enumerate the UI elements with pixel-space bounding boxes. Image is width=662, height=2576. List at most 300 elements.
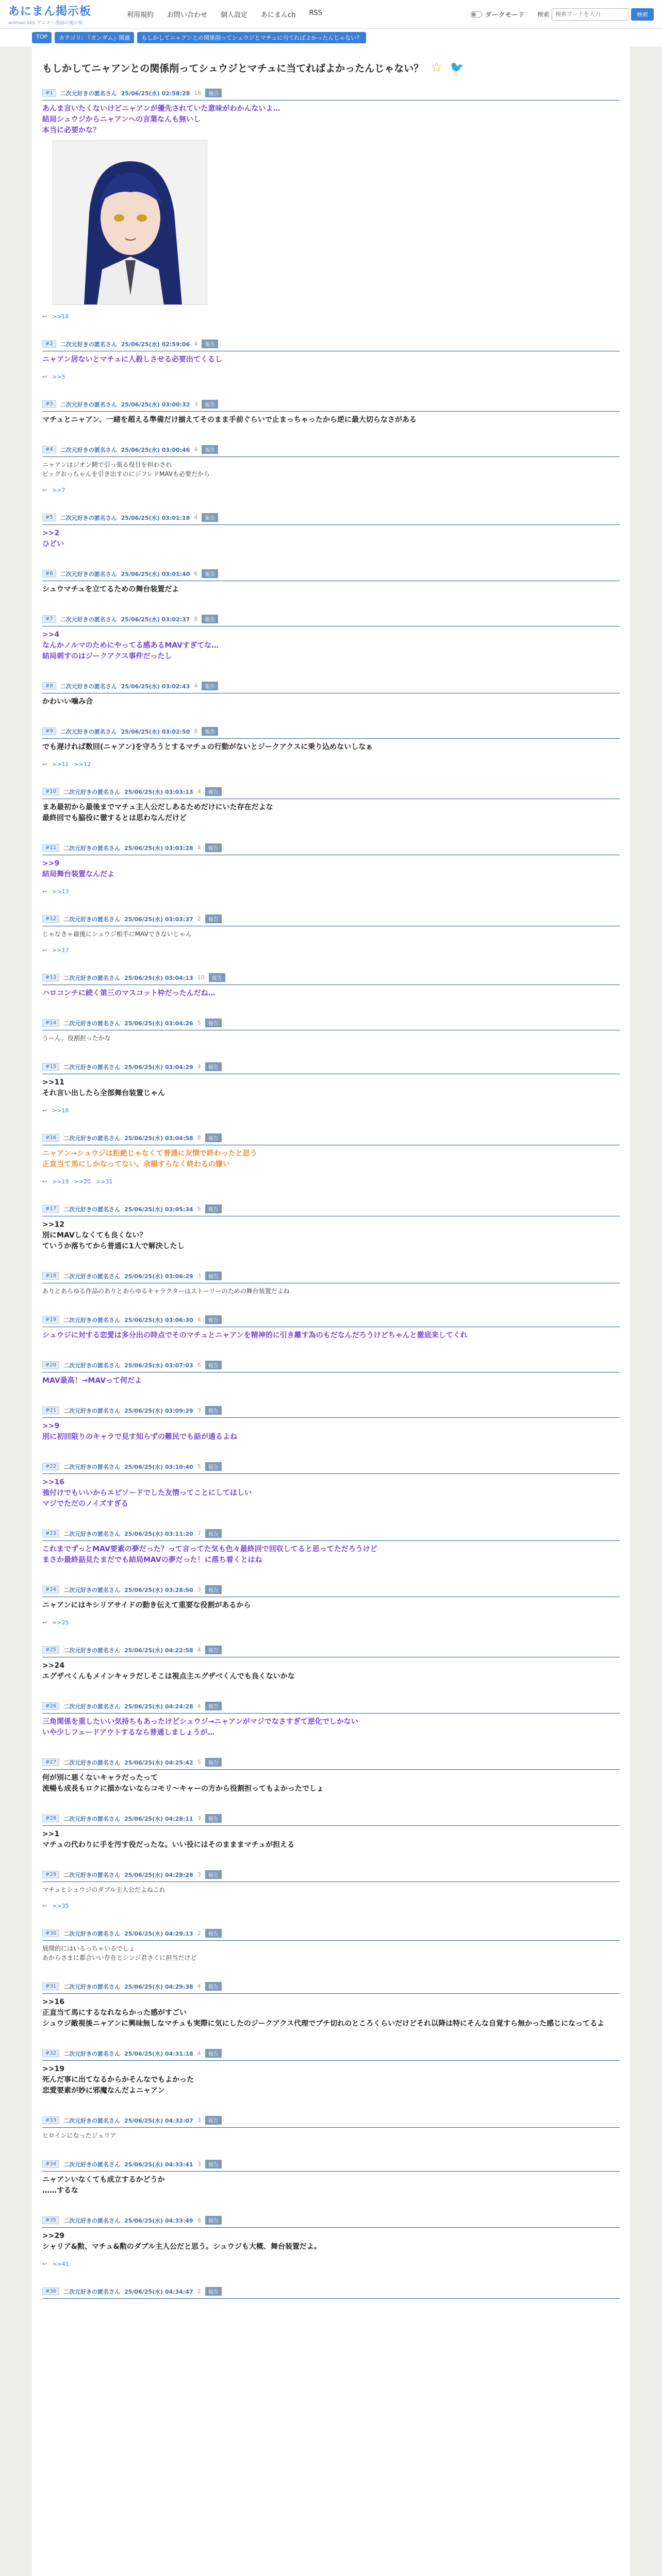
post-body-line: >>19 — [42, 2065, 64, 2073]
post-number[interactable]: #10 — [42, 788, 59, 795]
post-header — [42, 445, 620, 454]
like-count[interactable]: 2 — [197, 1930, 201, 1937]
report-button[interactable]: 報告 — [205, 1646, 222, 1654]
post-header — [42, 843, 620, 852]
reply-link[interactable]: >>35 — [52, 1903, 69, 1909]
list-item — [42, 1357, 620, 1402]
reply-icon: ↩ — [42, 761, 47, 768]
list-item — [42, 335, 620, 396]
post-author: 二次元好きの匿名さん — [60, 341, 117, 348]
like-count[interactable]: 3 — [197, 2161, 201, 2167]
like-count[interactable]: 4 — [197, 1983, 201, 1990]
like-count[interactable]: 4 — [197, 2050, 201, 2057]
post-date: 25/06/25(水) 04:28:11 — [124, 1815, 193, 1822]
post-header — [42, 400, 620, 409]
post-header — [42, 2287, 620, 2296]
post-number[interactable]: #35 — [42, 2216, 59, 2224]
post-body-line: あからさまに都合いい存在とシンジ君さくに担当だけど — [42, 1954, 197, 1961]
post-date: 25/06/25(水) 03:01:18 — [121, 514, 190, 521]
toggle-switch-icon — [471, 11, 482, 18]
post-number[interactable]: #11 — [42, 844, 59, 852]
reply-links — [42, 947, 620, 954]
post-date: 25/06/25(水) 04:31:18 — [124, 2050, 193, 2057]
post-date: 25/06/25(水) 04:28:28 — [124, 1871, 193, 1878]
post-date: 25/06/25(水) 04:29:13 — [124, 1930, 193, 1937]
list-item — [42, 1458, 620, 1525]
post-author: 二次元好きの匿名さん — [63, 1273, 121, 1280]
post-body-line: 結局シュウジからニャアンへの言葉なんも無いし — [42, 115, 201, 124]
breadcrumb-top[interactable]: TOP — [32, 32, 52, 43]
reply-icon: ↩ — [42, 313, 47, 320]
like-count[interactable]: 5 — [197, 1206, 201, 1212]
like-count[interactable]: 6 — [197, 1362, 201, 1368]
reply-link[interactable]: >>12 — [74, 761, 91, 768]
list-item — [42, 565, 620, 611]
report-button[interactable]: 報告 — [205, 787, 222, 796]
reply-links — [42, 761, 620, 768]
post-author: 二次元好きの匿名さん — [63, 1407, 121, 1414]
post-number[interactable]: #33 — [42, 2116, 59, 2124]
post-body-line: ヒロインになったジュリア — [42, 2132, 117, 2139]
post-body-line: シュウジ敵視後ニャアンに興味無しなマチュも実際に気にしたのジークアクス代理でプチ切れのところくらいだけどそれ以降は特にそんな自覚すら無かった感じになってるよ — [42, 2020, 605, 2028]
report-button[interactable]: 報告 — [205, 1870, 222, 1879]
post-header — [42, 1315, 620, 1324]
reply-link[interactable]: >>17 — [52, 947, 69, 954]
post-body-line: >>29 — [42, 2232, 64, 2240]
post-body-line: >>2 — [42, 529, 60, 537]
like-count[interactable]: 8 — [197, 1134, 201, 1141]
report-button[interactable]: 報告 — [205, 1019, 222, 1027]
like-count[interactable]: 3 — [197, 1407, 201, 1414]
post-body-line: エグザベくんもメインキャラだしそこは視点主エグザベくんでも良くないかな — [42, 1672, 295, 1681]
post-number[interactable]: #22 — [42, 1463, 59, 1470]
post-number[interactable]: #15 — [42, 1063, 59, 1071]
reply-icon: ↩ — [42, 487, 47, 494]
top-bar — [0, 0, 662, 29]
post-number[interactable]: #13 — [42, 974, 59, 981]
post-divider — [42, 1473, 620, 1474]
search-area — [537, 8, 654, 21]
like-count[interactable]: 7 — [197, 1530, 201, 1537]
reply-link[interactable]: >>11 — [52, 761, 69, 768]
breadcrumb — [0, 29, 662, 46]
report-button[interactable]: 報告 — [205, 89, 222, 97]
dark-mode-toggle[interactable] — [471, 9, 525, 19]
post-date: 25/06/25(水) 03:05:34 — [124, 1206, 193, 1213]
post-date: 25/06/25(水) 04:22:58 — [124, 1647, 193, 1654]
post-date: 25/06/25(水) 04:32:07 — [124, 2117, 193, 2124]
post-body-line: いや少しフェードアウトするなら普通しましょうが… — [42, 1728, 215, 1737]
post-number[interactable]: #21 — [42, 1406, 59, 1414]
like-count[interactable]: 3 — [197, 1586, 201, 1593]
report-button[interactable]: 報告 — [205, 843, 222, 852]
report-button[interactable]: 報告 — [209, 973, 225, 982]
nav-settings[interactable]: 個人設定 — [221, 11, 248, 19]
like-count[interactable]: 6 — [194, 570, 198, 577]
post-header — [42, 1929, 620, 1938]
thread-container — [32, 46, 630, 2576]
post-date: 25/06/25(水) 03:28:50 — [124, 1586, 193, 1594]
report-button[interactable]: 報告 — [202, 727, 218, 736]
post-number[interactable]: #4 — [42, 446, 56, 453]
post-body-line: MAV最高！→MAVって何だよ — [42, 1377, 142, 1385]
post-divider — [42, 1769, 620, 1770]
post-number[interactable]: #1 — [42, 89, 56, 97]
post-number[interactable]: #14 — [42, 1019, 59, 1027]
list-item — [42, 1925, 620, 1978]
post-list — [42, 84, 620, 2317]
reply-link[interactable]: >>41 — [52, 2261, 69, 2267]
list-item — [42, 1014, 620, 1058]
post-body-line: ニャアンはジオン側で引っ張る役目を担わされ — [42, 461, 172, 468]
post-date: 25/06/25(水) 03:03:37 — [124, 916, 193, 923]
logo-text: あにまん掲示板 — [8, 5, 92, 18]
reply-link[interactable]: >>31 — [96, 1178, 113, 1185]
post-author: 二次元好きの匿名さん — [63, 1463, 121, 1470]
post-header — [42, 1272, 620, 1280]
like-count[interactable]: 10 — [197, 974, 205, 981]
post-body-line: 強付けでもいいからエピソードでした友情ってことにしてほしい — [42, 1489, 252, 1497]
report-button[interactable]: 報告 — [205, 1702, 222, 1710]
post-body-line: でも遅ければ数回(ニャアン)を守ろうとするマチュの行動がないとジークアクスに乗り込めないしなぁ — [42, 743, 373, 751]
post-author: 二次元好きの匿名さん — [63, 1063, 121, 1071]
post-author: 二次元好きの匿名さん — [63, 844, 121, 852]
logo-subtext: animan bbs アニメ・漫画の掲示板 — [8, 21, 84, 26]
reply-link[interactable]: >>16 — [52, 1107, 69, 1114]
reply-icon: ↩ — [42, 1903, 47, 1909]
post-body-line: ニャアン→シュウジは拒絶じゃなくて普通に友情で終わったと思う — [42, 1149, 257, 1158]
report-button[interactable]: 報告 — [202, 400, 218, 409]
like-count[interactable]: 4 — [197, 1316, 201, 1323]
post-body-line: >>9 — [42, 859, 60, 868]
reply-icon: ↩ — [42, 1619, 47, 1626]
like-count[interactable]: 3 — [197, 1815, 201, 1822]
report-button[interactable]: 報告 — [205, 1462, 222, 1471]
post-number[interactable]: #18 — [42, 1272, 59, 1280]
search-button[interactable]: 検索 — [631, 8, 654, 21]
post-author: 二次元好きの匿名さん — [63, 1134, 121, 1142]
report-button[interactable]: 報告 — [205, 1406, 222, 1415]
post-body-line: 別にMAVしなくても良くない？ — [42, 1231, 147, 1240]
post-body-line: >>16 — [42, 1478, 64, 1486]
post-body-line: ハロコンチに続く第三のマスコット枠だったんだね… — [42, 989, 216, 997]
reply-links — [42, 1903, 620, 1909]
post-date: 25/06/25(水) 03:00:46 — [121, 446, 190, 453]
post-body-line: 別に初回限りのキャラで見す知らずの難民でも話が通るよね — [42, 1433, 237, 1441]
top-nav — [127, 9, 471, 19]
list-item — [42, 1641, 620, 1698]
reply-icon: ↩ — [42, 947, 47, 954]
report-button[interactable]: 報告 — [205, 2287, 222, 2296]
post-author: 二次元好きの匿名さん — [63, 2217, 121, 2224]
like-count[interactable]: 16 — [194, 90, 202, 96]
post-header — [42, 1133, 620, 1142]
list-item — [42, 2045, 620, 2112]
like-count[interactable]: 5 — [197, 1463, 201, 1470]
post-number[interactable]: #28 — [42, 1815, 59, 1822]
report-button[interactable]: 報告 — [205, 1133, 222, 1142]
post-number[interactable]: #19 — [42, 1316, 59, 1324]
reply-link[interactable]: >>18 — [52, 313, 69, 320]
post-date: 25/06/25(水) 03:02:37 — [121, 616, 190, 623]
reply-link[interactable]: >>5 — [52, 374, 65, 380]
post-body-line: これまでずっとMAV要素の夢だった？って言ってた気も色々最終回で回収してると思ってただろうけど — [42, 1545, 377, 1553]
post-date: 25/06/25(水) 02:59:06 — [121, 341, 190, 348]
post-number[interactable]: #9 — [42, 727, 56, 735]
reply-icon: ↩ — [42, 374, 47, 380]
like-count[interactable]: 3 — [197, 1273, 201, 1279]
report-button[interactable]: 報告 — [205, 2116, 222, 2125]
post-body-line: 本当に必要かな？ — [42, 126, 100, 134]
like-count[interactable]: 5 — [197, 1020, 201, 1026]
post-date: 25/06/25(水) 03:06:30 — [124, 1316, 193, 1324]
post-author: 二次元好きの匿名さん — [63, 2050, 121, 2057]
post-header — [42, 615, 620, 623]
post-number[interactable]: #36 — [42, 2287, 59, 2295]
report-button[interactable]: 報告 — [205, 1929, 222, 1938]
post-header — [42, 340, 620, 348]
like-count[interactable]: 5 — [197, 1759, 201, 1766]
like-count[interactable]: 2 — [197, 916, 201, 922]
post-body-line: ありとあらゆる作品のありとあらゆるキャラクターはストーリーのための舞台装置だよね — [42, 1287, 290, 1295]
post-number[interactable]: #2 — [42, 340, 56, 348]
nav-contact[interactable]: お問い合わせ — [167, 11, 208, 19]
report-button[interactable]: 報告 — [205, 1814, 222, 1823]
post-date: 25/06/25(水) 03:09:29 — [124, 1407, 193, 1414]
post-body-line: ひどい — [42, 540, 64, 548]
post-body-line: 恋愛要素が妙に邪魔なんだよニャアン — [42, 2087, 165, 2095]
post-header — [42, 1814, 620, 1823]
report-button[interactable]: 報告 — [205, 1982, 222, 1991]
like-count[interactable]: 4 — [197, 1063, 201, 1070]
like-count[interactable]: 4 — [197, 1647, 201, 1653]
post-date: 25/06/25(水) 03:04:58 — [124, 1134, 193, 1142]
reply-icon: ↩ — [42, 1178, 47, 1185]
post-number[interactable]: #23 — [42, 1530, 59, 1537]
like-count[interactable]: 4 — [194, 683, 198, 689]
list-item — [42, 396, 620, 441]
post-date: 25/06/25(水) 03:04:13 — [124, 974, 193, 981]
post-number[interactable]: #29 — [42, 1871, 59, 1878]
post-author: 二次元好きの匿名さん — [60, 616, 117, 623]
post-date: 25/06/25(水) 04:34:47 — [124, 2288, 193, 2295]
post-author: 二次元好きの匿名さん — [60, 514, 117, 521]
like-count[interactable]: 8 — [194, 616, 198, 622]
post-header — [42, 1529, 620, 1538]
post-number[interactable]: #7 — [42, 615, 56, 623]
post-body-line: ニャアンいなくても成立するかどうか — [42, 2176, 165, 2184]
post-date: 25/06/25(水) 04:33:41 — [124, 2161, 193, 2168]
post-number[interactable]: #8 — [42, 682, 56, 690]
reply-link[interactable]: >>20 — [74, 1178, 91, 1185]
post-body-line: 三角関係を重したいい気持ちもあったけどシュウジ→ニャアンがマジでなさすぎて逆化でしかない — [42, 1718, 358, 1726]
reply-link[interactable]: >>7 — [52, 487, 65, 494]
post-divider — [42, 1540, 620, 1541]
report-button[interactable]: 報告 — [205, 2216, 222, 2225]
post-header — [42, 2049, 620, 2058]
post-author: 二次元好きの匿名さん — [63, 1815, 121, 1822]
post-header — [42, 1062, 620, 1071]
report-button[interactable]: 報告 — [202, 615, 218, 623]
reply-icon: ↩ — [42, 2261, 47, 2267]
report-button[interactable]: 報告 — [202, 340, 218, 348]
favorite-star-icon[interactable]: ☆ — [431, 60, 443, 75]
report-button[interactable]: 報告 — [205, 1529, 222, 1538]
post-divider — [42, 2127, 620, 2128]
list-item — [42, 611, 620, 677]
post-body-line: 死んだ事に出てなるからかそんなでもよかった — [42, 2076, 194, 2084]
post-number[interactable]: #30 — [42, 1929, 59, 1937]
post-number[interactable]: #31 — [42, 1982, 59, 1990]
report-button[interactable]: 報告 — [202, 513, 218, 522]
post-number[interactable]: #20 — [42, 1361, 59, 1369]
post-body-line: 何が別に悪くないキャラだったって — [42, 1774, 158, 1782]
post-body-line: マチュとニャアン、一緒を超える準備だけ揃えてそのまま手前ぐらいで止まっちゃったから逆に最大切らなさがある — [42, 416, 417, 424]
report-button[interactable]: 報告 — [205, 1361, 222, 1369]
like-count[interactable]: 3 — [194, 401, 198, 408]
report-button[interactable]: 報告 — [205, 1205, 222, 1213]
post-body-line: ていうか落ちてから普通に1人で解決したし — [42, 1242, 185, 1250]
post-body-line: まさか最終話見たまだでも結局MAVの夢だった！に落ち着くとはね — [42, 1556, 262, 1564]
post-body-line: ……するな — [42, 2187, 78, 2195]
list-item — [42, 2156, 620, 2212]
list-item — [42, 910, 620, 969]
nav-terms[interactable]: 利用規約 — [127, 11, 154, 19]
list-item — [42, 2283, 620, 2317]
post-date: 25/06/25(水) 04:24:28 — [124, 1703, 193, 1710]
post-date: 25/06/25(水) 04:33:49 — [124, 2217, 193, 2224]
report-button[interactable]: 報告 — [205, 914, 222, 923]
list-item — [42, 783, 620, 839]
report-button[interactable]: 報告 — [202, 445, 218, 454]
post-body-line: かわいい噛み合 — [42, 698, 93, 706]
post-date: 25/06/25(水) 03:01:40 — [121, 570, 190, 578]
post-author: 二次元好きの匿名さん — [63, 1020, 121, 1027]
twitter-share-icon[interactable]: 🐦 — [450, 61, 465, 74]
post-header — [42, 1019, 620, 1027]
list-item — [42, 1311, 620, 1357]
post-author: 二次元好きの匿名さん — [63, 1983, 121, 1990]
post-header — [42, 914, 620, 923]
post-number[interactable]: #34 — [42, 2160, 59, 2168]
nav-animanch[interactable]: あにまんch — [261, 11, 296, 19]
post-body-line: それ言い出したら全部舞台装置じゃん — [42, 1089, 165, 1097]
report-button[interactable]: 報告 — [205, 2160, 222, 2168]
post-body-line: 最終回でも脇役に徹するとは思わなんだけど — [42, 814, 187, 822]
post-date: 25/06/25(水) 03:00:32 — [121, 401, 190, 408]
post-number[interactable]: #5 — [42, 514, 56, 521]
list-item — [42, 1754, 620, 1810]
post-number[interactable]: #27 — [42, 1758, 59, 1766]
report-button[interactable]: 報告 — [205, 1758, 222, 1767]
like-count[interactable]: 4 — [197, 1703, 201, 1709]
post-body-line: 正直当て馬にしかなってない。余韻すらなく終わるの嫌い — [42, 1160, 230, 1168]
post-author: 二次元好きの匿名さん — [60, 728, 117, 735]
post-number[interactable]: #25 — [42, 1646, 59, 1654]
post-divider — [42, 524, 620, 525]
list-item — [42, 84, 620, 335]
reply-link[interactable]: >>25 — [52, 1619, 69, 1626]
post-body-line: マチュとシュウジのダブル主人公だよねこれ — [42, 1886, 166, 1893]
like-count[interactable]: 2 — [197, 2288, 201, 2295]
post-author: 二次元好きの匿名さん — [63, 2161, 121, 2168]
like-count[interactable]: 4 — [197, 788, 201, 795]
post-header — [42, 2216, 620, 2225]
post-number[interactable]: #16 — [42, 1134, 59, 1142]
post-divider — [42, 1940, 620, 1941]
reply-link[interactable]: >>19 — [52, 1178, 69, 1185]
post-author: 二次元好きの匿名さん — [60, 570, 117, 578]
post-number[interactable]: #12 — [42, 915, 59, 923]
post-body-line: 展開的にはいるっちゃいるでしょ — [42, 1945, 135, 1952]
list-item — [42, 1129, 620, 1200]
post-date: 25/06/25(水) 04:29:38 — [124, 1983, 193, 1990]
post-number[interactable]: #26 — [42, 1702, 59, 1710]
post-date: 25/06/25(水) 03:07:03 — [124, 1362, 193, 1369]
report-button[interactable]: 報告 — [205, 1272, 222, 1280]
post-date: 25/06/25(水) 03:10:40 — [124, 1463, 193, 1470]
post-author: 二次元好きの匿名さん — [63, 974, 121, 981]
post-image[interactable] — [53, 140, 207, 305]
post-header — [42, 1205, 620, 1213]
post-number[interactable]: #17 — [42, 1205, 59, 1213]
post-number[interactable]: #3 — [42, 400, 56, 408]
breadcrumb-thread[interactable]: もしかしてニャアンとの関係削ってシュウジとマチュに当てればよかったんじゃない？ — [137, 32, 366, 43]
dark-mode-label: ダークモード — [485, 11, 525, 19]
site-logo[interactable] — [8, 3, 111, 26]
like-count[interactable]: 3 — [197, 1871, 201, 1878]
post-body-line: >>16 — [42, 1998, 64, 2006]
post-number[interactable]: #24 — [42, 1586, 59, 1594]
post-author: 二次元好きの匿名さん — [60, 90, 117, 97]
post-header — [42, 569, 620, 578]
post-divider — [42, 2298, 620, 2299]
like-count[interactable]: 4 — [194, 341, 198, 347]
post-date: 25/06/25(水) 03:02:43 — [121, 683, 190, 690]
report-button[interactable]: 報告 — [205, 1585, 222, 1594]
search-input[interactable] — [552, 8, 629, 21]
post-divider — [42, 738, 620, 739]
nav-rss[interactable]: RSS — [309, 9, 322, 17]
reply-link[interactable]: >>13 — [52, 888, 69, 895]
breadcrumb-category[interactable]: カテゴリ: 『ガンダム』関連 — [55, 32, 134, 43]
post-number[interactable]: #6 — [42, 570, 56, 578]
like-count[interactable]: 8 — [194, 728, 198, 735]
list-item — [42, 2112, 620, 2156]
like-count[interactable]: 3 — [197, 2117, 201, 2124]
report-button[interactable]: 報告 — [202, 682, 218, 690]
post-author: 二次元好きの匿名さん — [63, 788, 121, 795]
post-author: 二次元好きの匿名さん — [63, 1759, 121, 1766]
post-author: 二次元好きの匿名さん — [63, 1871, 121, 1878]
post-header — [42, 2116, 620, 2125]
like-count[interactable]: 4 — [194, 514, 198, 521]
report-button[interactable]: 報告 — [202, 569, 218, 578]
report-button[interactable]: 報告 — [205, 1062, 222, 1071]
post-body-line: シュウジに対する恋愛は多分出の時点でそのマチュとニャアンを精神的に引き離す為のもだなんだろうけどちゃんと徹底来してくれ — [42, 1331, 468, 1340]
report-button[interactable]: 報告 — [205, 1315, 222, 1324]
post-body-line: まあ最初から最後までマチュ主人公だしあるためだけにいた存在だよな — [42, 803, 273, 811]
like-count[interactable]: 6 — [197, 2217, 201, 2224]
like-count[interactable]: 4 — [197, 844, 201, 851]
report-button[interactable]: 報告 — [205, 2049, 222, 2058]
post-author: 二次元好きの匿名さん — [63, 1703, 121, 1710]
post-author: 二次元好きの匿名さん — [63, 2117, 121, 2124]
like-count[interactable]: 4 — [194, 446, 198, 453]
post-author: 二次元好きの匿名さん — [63, 1206, 121, 1213]
post-number[interactable]: #32 — [42, 2049, 59, 2057]
post-divider — [42, 411, 620, 412]
